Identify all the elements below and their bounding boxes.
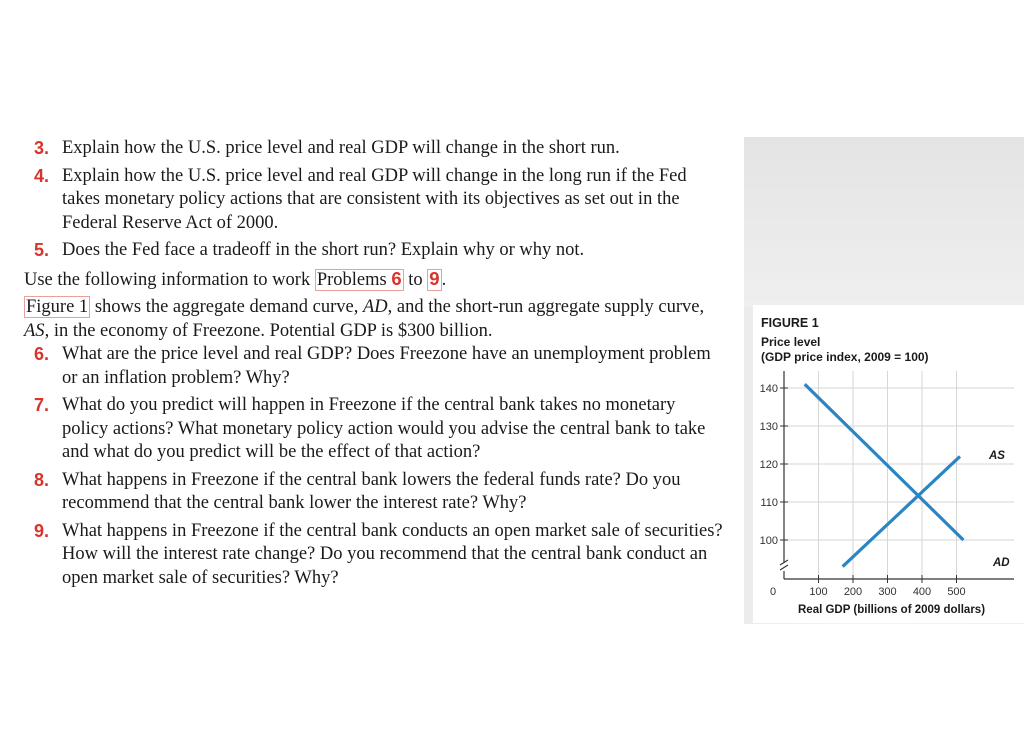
problem-to-number: 9: [429, 267, 440, 289]
intro-fig-text-3: , in the economy of Freezone. Potential GDP is $300 billion.: [44, 320, 493, 341]
problem-number: 6.: [34, 344, 50, 364]
problem-9-link[interactable]: [427, 269, 441, 291]
x-tick-label: 500: [947, 586, 966, 598]
figure-1-link-label: Figure 1: [26, 297, 89, 317]
problem-item: [24, 137, 724, 161]
problems-link[interactable]: [315, 269, 404, 291]
intro-use-text: Use the following information to work: [24, 269, 315, 290]
y-tick-label: 110: [760, 497, 778, 509]
x-tick-label: 300: [878, 586, 897, 598]
y-tick-label: 140: [759, 383, 778, 395]
problem-text: Explain how the U.S. price level and real GDP will change in the short run.: [62, 138, 620, 158]
intro-line-1: [24, 267, 724, 293]
problem-item: [24, 394, 724, 465]
intro-period: .: [441, 269, 447, 290]
problems-link-label: Problems: [316, 269, 387, 290]
problem-text: Does the Fed face a tradeoff in the short run? Explain why or why not.: [62, 240, 585, 260]
problem-list-b: [24, 343, 724, 594]
origin-label: 0: [769, 586, 777, 598]
y-axis-label-line2: (GDP price index, 2009 = 100): [761, 350, 929, 364]
problem-item: [24, 239, 724, 263]
figure-1-link[interactable]: [24, 296, 90, 318]
problem-item: [24, 520, 724, 591]
problem-number: 5.: [34, 240, 50, 260]
series-line-ad: [805, 384, 964, 540]
problem-item: [24, 165, 724, 236]
figure-panel-top: [744, 137, 1024, 307]
problem-item: [24, 469, 724, 516]
problem-list-a: [24, 137, 724, 267]
intro-fig-text-1: shows the aggregate demand curve,: [90, 297, 363, 317]
intro-as: AS: [24, 320, 45, 341]
y-axis-label-line1: Price level: [761, 335, 821, 349]
x-axis-label: Real GDP (billions of 2009 dollars): [798, 604, 986, 616]
series-label-ad: AD: [993, 557, 1010, 569]
problem-number: 7.: [34, 395, 50, 415]
x-tick-label: 400: [912, 586, 932, 598]
series-label-as: AS: [989, 450, 1005, 462]
series-line-as: [843, 456, 960, 566]
intro-to-word: to: [403, 269, 428, 290]
problem-text: What do you predict will happen in Freezone if the central bank takes no monetary policy actions? What monetary policy action would you advise the central bank to take and what do you predict will be the effect of that action?: [62, 395, 706, 462]
problem-item: [24, 343, 724, 390]
problem-number: 8.: [34, 469, 50, 490]
problem-number: 3.: [34, 138, 50, 158]
figure-1: [753, 305, 1024, 623]
intro-fig-text-2: , and the short-run aggregate supply curve,: [387, 297, 705, 317]
problem-number: 9.: [34, 520, 50, 541]
intro-line-2: [24, 296, 724, 343]
x-tick-label: 200: [843, 586, 863, 598]
problem-text: What are the price level and real GDP? Does Freezone have an unemployment problem or an inflation problem? Why?: [62, 344, 711, 388]
problem-text: What happens in Freezone if the central bank lowers the federal funds rate? Do you recommend that the central bank lower the interest rate? Why?: [62, 469, 681, 513]
x-tick-label: 100: [809, 586, 828, 598]
problem-from-number: 6: [391, 267, 402, 289]
problem-number: 4.: [34, 165, 50, 186]
y-tick-label: 120: [759, 459, 778, 471]
problem-text: [24, 137, 724, 594]
problem-text: What happens in Freezone if the central bank conducts an open market sale of securities? How will the interest rate change? Do you recommend that the central bank conduct an open market sale of securities? Why?: [62, 520, 723, 588]
intro-ad: AD: [362, 297, 388, 317]
y-tick-label: 100: [759, 535, 778, 547]
figure-label: FIGURE 1: [761, 316, 819, 330]
chart-plot: [753, 305, 1024, 623]
y-tick-label: 130: [759, 421, 778, 433]
problem-text: Explain how the U.S. price level and real GDP will change in the long run if the Fed takes monetary policy actions that are consistent with its objectives as set out in the Federal Reserve Act of 2000.: [62, 165, 687, 233]
